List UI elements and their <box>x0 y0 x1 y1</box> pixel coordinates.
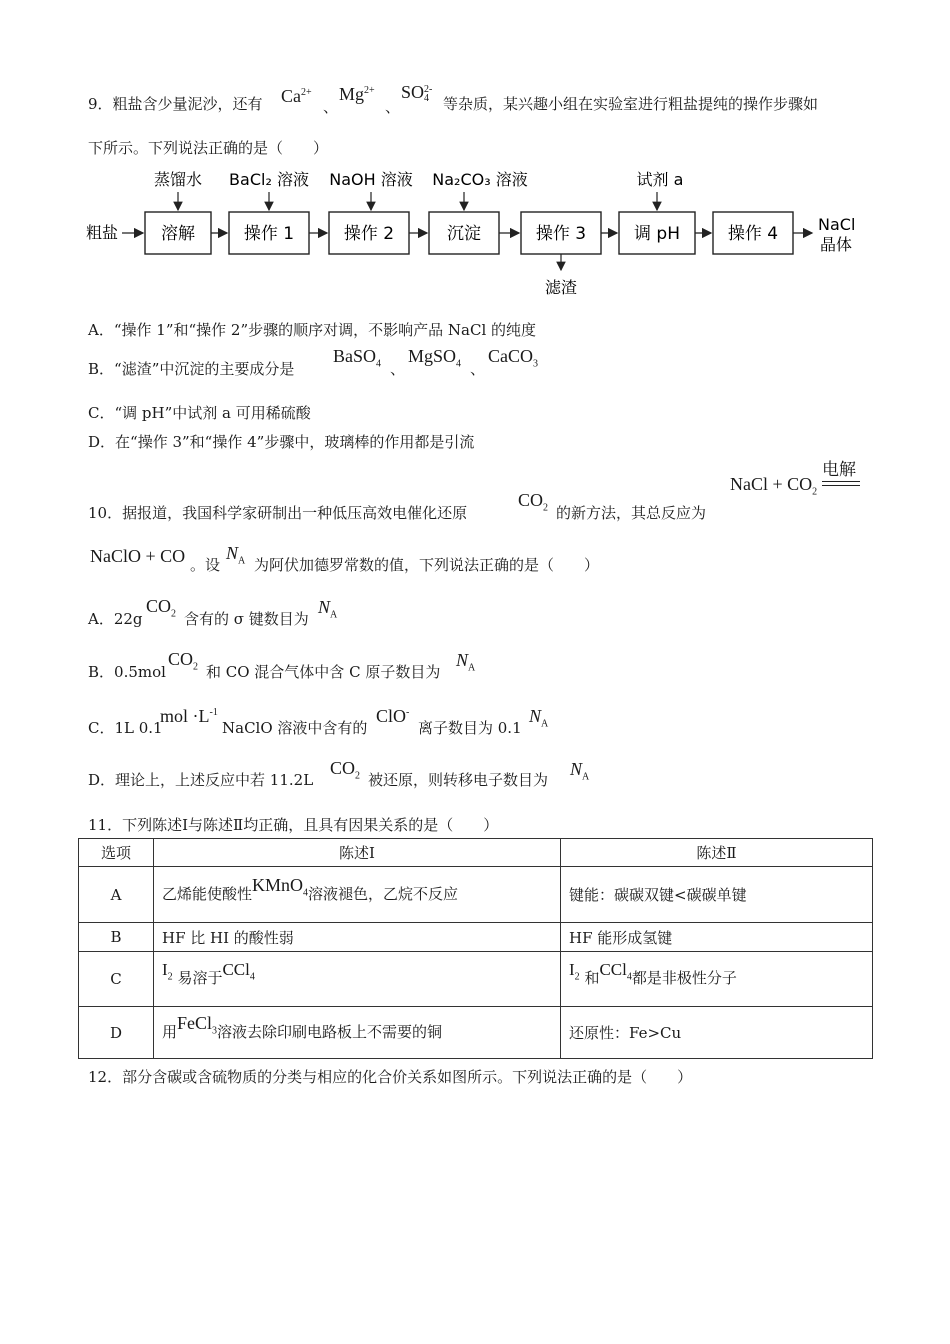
q10-option-d-post: 被还原，则转移电子数目为 <box>368 771 549 789</box>
table-header-cell: 陈述Ⅰ <box>154 839 561 867</box>
q10-option-d-text: D．理论上，上述反应中若 11.2L <box>88 771 314 789</box>
flow-reagent: 蒸馏水 <box>153 170 203 189</box>
q9-option-b-caco3: CaCO$_3$ <box>488 346 538 370</box>
table-row <box>79 867 873 923</box>
q9-ion-so4: SO 2- 4 <box>401 82 433 104</box>
statement-2-cell: 还原性：Fe>Cu <box>561 1007 873 1059</box>
flow-reagent: NaOH 溶液 <box>329 170 413 189</box>
q10-option-b-post: 和 CO 混合气体中含 C 原子数目为 <box>206 663 441 681</box>
q11-stem: 11．下列陈述Ⅰ与陈述Ⅱ均正确，且具有因果关系的是（ ） <box>88 816 499 834</box>
flow-step-label: 溶解 <box>161 224 195 244</box>
q10-na-symbol: $N_A$ <box>226 543 246 567</box>
q9-stem-line2: 下所示。下列说法正确的是（ ） <box>88 139 329 157</box>
q9-sep-1: 、 <box>323 98 339 116</box>
q10-option-a-co2: $CO_2$ <box>146 596 177 620</box>
q10-option-c-text: C．1L 0.1 <box>88 719 163 737</box>
option-cell: B <box>79 923 154 952</box>
statement-1-cell: 用FeCl$_3$溶液去除印刷电路板上不需要的铜 <box>154 1007 561 1059</box>
statement-2-cell: HF 能形成氢键 <box>561 923 873 952</box>
statement-1-cell: HF 比 HI 的酸性弱 <box>154 923 561 952</box>
q10-option-d-co2: $CO_2$ <box>330 758 361 782</box>
flow-step-label: 沉淀 <box>447 224 481 244</box>
option-cell: A <box>79 867 154 923</box>
flow-start-label: 粗盐 <box>86 223 119 242</box>
q10-equation-right: NaClO + CO <box>90 546 186 566</box>
q10-stem-line2-tail: 为阿伏加德罗常数的值，下列说法正确的是（ ） <box>254 556 600 574</box>
q9-option-b-mgso4: MgSO$_4$ <box>408 346 462 370</box>
q9-stem-text: 9．粗盐含少量泥沙，还有 <box>88 95 263 113</box>
q10-stem-line2: 。设 <box>190 556 221 574</box>
q10-stem-line1-post: 的新方法，其总反应为 <box>556 504 707 522</box>
flow-reagent: BaCl₂ 溶液 <box>229 170 309 189</box>
q10-equation-bar <box>822 481 860 482</box>
q10-option-c-mid: NaClO 溶液中含有的 <box>222 719 368 737</box>
flow-product-line2: 晶体 <box>820 235 853 254</box>
table-row <box>79 952 873 1007</box>
flow-step-label: 操作 3 <box>535 224 587 244</box>
option-cell: C <box>79 952 154 1007</box>
table-header-cell: 陈述Ⅱ <box>561 839 873 867</box>
q9-option-b-sep: 、 <box>470 360 486 378</box>
q10-equation-condition: 电解 <box>822 460 856 480</box>
flow-step-label: 操作 1 <box>243 224 295 244</box>
q9-option-c: C．“调 pH”中试剂 a 可用稀硫酸 <box>88 404 311 422</box>
statement-2-cell: $I_2$ 和CCl$_4$都是非极性分子 <box>561 952 873 1007</box>
q10-option-d-na: $N_A$ <box>570 759 590 783</box>
q10-option-b-text: B．0.5mol <box>88 663 166 681</box>
q9-stem-line1 <box>88 93 263 114</box>
q10-equation-bar <box>822 485 860 486</box>
q9-option-b-text: B．“滤渣”中沉淀的主要成分是 <box>88 360 295 378</box>
table-header-cell: 选项 <box>79 839 154 867</box>
q9-ion-mg: $Mg^{2+}$ <box>339 84 375 104</box>
flow-reagent: Na₂CO₃ 溶液 <box>432 170 528 189</box>
statement-1-cell: 乙烯能使酸性KMnO$_4$溶液褪色，乙烷不反应 <box>154 867 561 923</box>
q9-option-b-baso4: BaSO$_4$ <box>333 346 382 370</box>
flow-step-label: 操作 4 <box>727 224 779 244</box>
q9-sep-2: 、 <box>385 98 401 116</box>
option-cell: D <box>79 1007 154 1059</box>
q10-option-a-post: 含有的 σ 键数目为 <box>184 610 309 628</box>
q10-stem-line1: 10．据报道，我国科学家研制出一种低压高效电催化还原 <box>88 504 468 522</box>
table-row <box>79 923 873 952</box>
q9-option-b-sep: 、 <box>390 360 406 378</box>
q10-equation-left: NaCl + $CO_2$ <box>730 474 818 498</box>
flow-step-label: 操作 2 <box>343 224 395 244</box>
q9-flow-diagram <box>0 160 950 305</box>
flow-reagent: 试剂 a <box>636 170 684 189</box>
q10-option-b-na: $N_A$ <box>456 650 476 674</box>
q9-option-a: A．“操作 1”和“操作 2”步骤的顺序对调，不影响产品 NaCl 的纯度 <box>88 321 537 339</box>
q10-option-b-co2: $CO_2$ <box>168 649 199 673</box>
flow-step-label: 调 pH <box>634 224 680 244</box>
q10-option-c-post: 离子数目为 0.1 <box>418 719 522 737</box>
q9-stem-post: 等杂质，某兴趣小组在实验室进行粗盐提纯的操作步骤如 <box>443 95 819 113</box>
table-header-row <box>79 839 873 867</box>
q10-option-c-unit: mol $\cdot L^{-1}$ <box>160 706 218 726</box>
statement-1-cell: $I_2$ 易溶于CCl$_4$ <box>154 952 561 1007</box>
statement-2-cell: 键能：碳碳双键<碳碳单键 <box>561 867 873 923</box>
q10-option-a-text: A．22g <box>88 610 143 628</box>
q10-co2: $CO_2$ <box>518 490 549 514</box>
flow-residue: 滤渣 <box>544 278 578 297</box>
q9-option-d: D．在“操作 3”和“操作 4”步骤中，玻璃棒的作用都是引流 <box>88 433 475 451</box>
q10-option-c-na: $N_A$ <box>529 706 549 730</box>
q11-table <box>78 838 873 1059</box>
flow-product-line1: NaCl <box>818 215 856 234</box>
q10-option-c-clo: ClO- <box>376 706 410 726</box>
table-row <box>79 1007 873 1059</box>
q12-stem: 12．部分含碳或含硫物质的分类与相应的化合价关系如图所示。下列说法正确的是（ ） <box>88 1068 693 1086</box>
q9-ion-ca: $Ca^{2+}$ <box>281 86 312 106</box>
q10-option-a-na: $N_A$ <box>318 597 338 621</box>
